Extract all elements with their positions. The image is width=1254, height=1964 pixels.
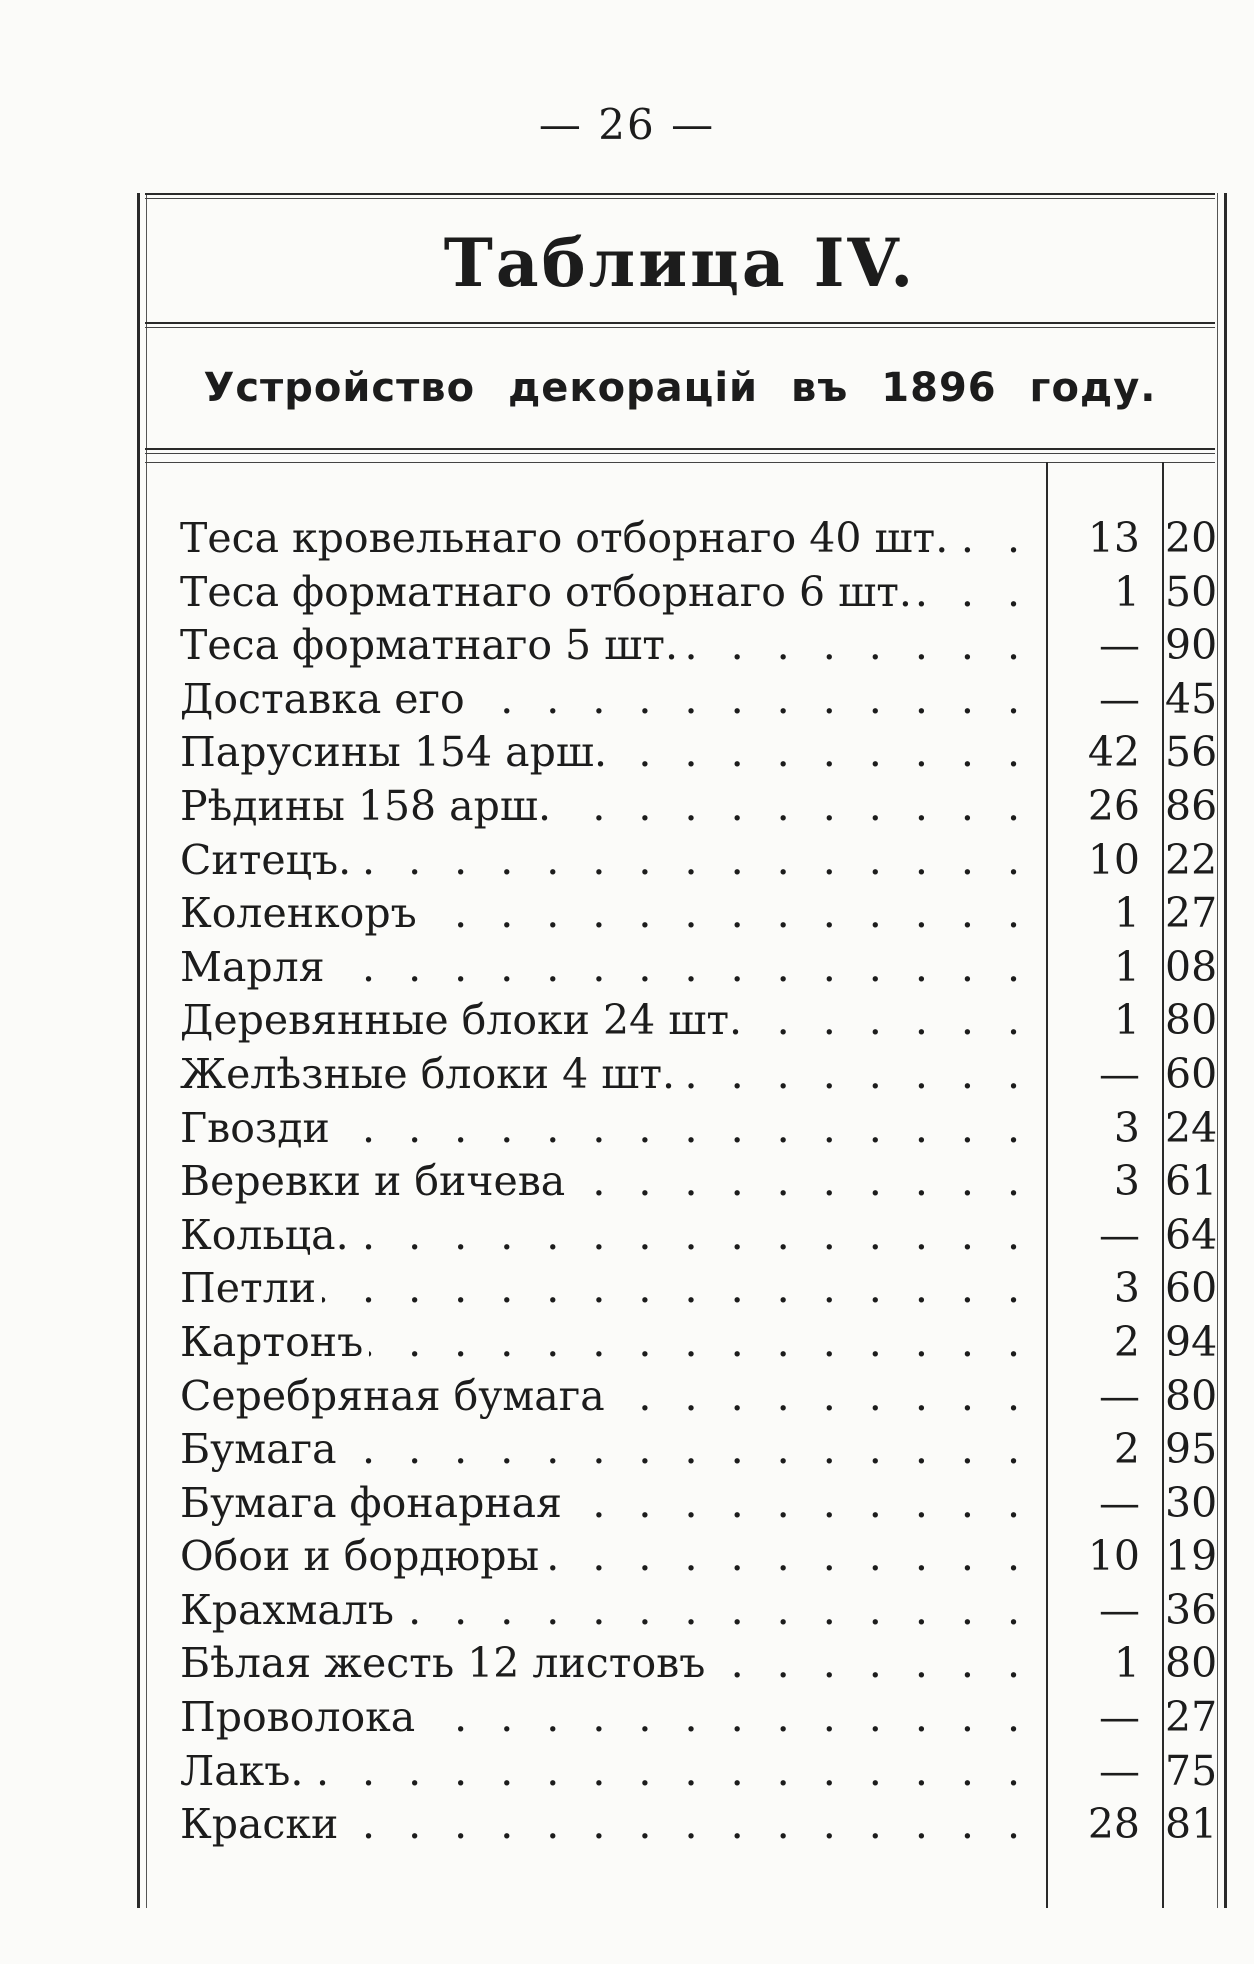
row-kopecks: 90 — [1165, 621, 1218, 670]
row-rubles: — — [1099, 1585, 1140, 1634]
row-label-text: Теса форматнаго 5 шт. — [180, 621, 684, 669]
row-label — [180, 1262, 1030, 1316]
row-label — [180, 1530, 1030, 1584]
row-label — [180, 1048, 1030, 1102]
row-label — [180, 1584, 1030, 1638]
row-kopecks: 50 — [1165, 567, 1218, 616]
table-row — [180, 1316, 1220, 1370]
row-rubles: 1 — [1113, 567, 1140, 616]
row-rubles: 3 — [1113, 1103, 1140, 1152]
row-label — [180, 1423, 1030, 1477]
row-label-text: Кольца. — [180, 1211, 355, 1259]
row-kopecks: 75 — [1165, 1746, 1218, 1795]
row-label — [180, 566, 1030, 620]
row-label-text: Веревки и бичева — [180, 1157, 571, 1205]
row-rubles: 13 — [1087, 514, 1140, 562]
row-label-text: Крахмалъ — [180, 1586, 400, 1634]
table-row — [180, 1745, 1220, 1799]
row-rubles: 3 — [1113, 1157, 1140, 1206]
row-kopecks: 80 — [1165, 1639, 1218, 1688]
table-subtitle: Устройство декорацій въ 1896 году. — [203, 364, 1157, 411]
row-label — [180, 994, 1030, 1048]
table-row — [180, 1798, 1220, 1852]
row-kopecks: 80 — [1165, 1371, 1218, 1420]
row-rubles: 2 — [1113, 1317, 1140, 1366]
row-label — [180, 1102, 1030, 1156]
row-label-text: Бѣлая жесть 12 листовъ — [180, 1639, 711, 1687]
row-label-text: Теса кровельнаго отборнаго 40 шт. — [180, 514, 954, 562]
row-kopecks: 45 — [1165, 674, 1218, 723]
row-label-text: Бумага фонарная — [180, 1479, 568, 1527]
row-kopecks: 30 — [1165, 1478, 1218, 1527]
row-label-text: Картонъ — [180, 1318, 369, 1366]
row-label-text: Проволока — [180, 1693, 421, 1741]
row-label — [180, 673, 1030, 727]
table-top-rule — [145, 193, 1215, 199]
row-rubles: — — [1099, 1693, 1140, 1742]
table-row — [180, 1477, 1220, 1531]
row-label — [180, 1745, 1030, 1799]
row-kopecks: 08 — [1165, 942, 1218, 991]
row-label-text: Теса форматнаго отборнаго 6 шт. — [180, 568, 918, 616]
row-label — [180, 1209, 1030, 1263]
table-row — [180, 619, 1220, 673]
row-label-text: Серебряная бумага — [180, 1372, 611, 1420]
row-rubles: — — [1099, 1371, 1140, 1420]
row-kopecks: 36 — [1165, 1585, 1218, 1634]
row-rubles: 10 — [1087, 835, 1140, 884]
row-label-text: Гвозди — [180, 1104, 336, 1152]
table-row — [180, 1584, 1220, 1638]
table-row — [180, 726, 1220, 780]
row-label — [180, 1637, 1030, 1691]
row-rubles: 3 — [1113, 1264, 1140, 1313]
table-title: Таблица IV. — [443, 223, 917, 302]
row-label-text: Ситецъ. — [180, 836, 357, 884]
row-label — [180, 941, 1030, 995]
row-rubles: 2 — [1113, 1425, 1140, 1474]
row-label-text: Рѣдины 158 арш. — [180, 782, 557, 830]
table-row — [180, 1691, 1220, 1745]
table-row — [180, 566, 1220, 620]
row-label-text: Бумага — [180, 1425, 343, 1473]
table-row — [180, 1102, 1220, 1156]
row-kopecks: 19 — [1165, 1532, 1218, 1581]
table-row — [180, 1262, 1220, 1316]
row-rubles: 1 — [1113, 996, 1140, 1045]
row-rubles: — — [1099, 1049, 1140, 1098]
table-row — [180, 1530, 1220, 1584]
table-row — [180, 994, 1220, 1048]
row-rubles: 28 — [1087, 1800, 1140, 1849]
row-label-text: Деревянные блоки 24 шт. — [180, 996, 748, 1044]
row-rubles: 42 — [1087, 728, 1140, 777]
row-rubles: — — [1099, 674, 1140, 723]
row-kopecks: 80 — [1165, 996, 1218, 1045]
row-rubles: — — [1099, 621, 1140, 670]
row-kopecks: 64 — [1165, 1210, 1218, 1259]
title-rule — [145, 322, 1215, 328]
row-label-text: Лакъ. — [180, 1747, 309, 1795]
row-label-text: Обои и бордюры — [180, 1532, 545, 1580]
row-label — [180, 619, 1030, 673]
table-row — [180, 887, 1220, 941]
row-label — [180, 1477, 1030, 1531]
expense-list — [180, 512, 1220, 1852]
row-label-text: Краски — [180, 1800, 344, 1848]
table-row — [180, 1423, 1220, 1477]
row-kopecks: 86 — [1165, 781, 1218, 830]
table-row — [180, 780, 1220, 834]
row-label-text: Парусины 154 арш. — [180, 728, 613, 776]
row-label-text: Коленкоръ — [180, 889, 423, 937]
row-label — [180, 1370, 1030, 1424]
row-rubles: — — [1099, 1478, 1140, 1527]
row-label — [180, 1316, 1030, 1370]
table-row — [180, 1637, 1220, 1691]
row-label — [180, 512, 1030, 566]
subtitle-rule — [145, 448, 1215, 454]
row-label-text: Желѣзные блоки 4 шт. — [180, 1050, 681, 1098]
row-kopecks: 22 — [1165, 835, 1218, 884]
table-row — [180, 512, 1220, 566]
row-kopecks: 94 — [1165, 1317, 1218, 1366]
row-rubles: — — [1099, 1210, 1140, 1259]
page-number: — 26 — — [538, 100, 716, 149]
table-row — [180, 1209, 1220, 1263]
row-label — [180, 834, 1030, 888]
row-kopecks: 56 — [1165, 728, 1218, 777]
header-rule — [145, 462, 1215, 463]
row-label-text: Марля — [180, 943, 331, 991]
row-label — [180, 1798, 1030, 1852]
table-row — [180, 1370, 1220, 1424]
row-rubles: 10 — [1087, 1532, 1140, 1581]
row-kopecks: 60 — [1165, 1049, 1218, 1098]
row-kopecks: 95 — [1165, 1425, 1218, 1474]
row-kopecks: 27 — [1165, 889, 1218, 938]
row-label — [180, 1155, 1030, 1209]
row-kopecks: 81 — [1165, 1800, 1218, 1849]
table-row — [180, 941, 1220, 995]
row-kopecks: 20 — [1165, 514, 1218, 562]
row-kopecks: 60 — [1165, 1264, 1218, 1313]
row-rubles: 1 — [1113, 1639, 1140, 1688]
row-label — [180, 780, 1030, 834]
table-row — [180, 834, 1220, 888]
table-row — [180, 1155, 1220, 1209]
row-rubles: — — [1099, 1746, 1140, 1795]
row-label — [180, 1691, 1030, 1745]
row-label-text: Петли — [180, 1264, 322, 1312]
row-label — [180, 726, 1030, 780]
row-rubles: 1 — [1113, 942, 1140, 991]
row-kopecks: 61 — [1165, 1157, 1218, 1206]
table-row — [180, 1048, 1220, 1102]
row-label — [180, 887, 1030, 941]
table-row — [180, 673, 1220, 727]
row-rubles: 26 — [1087, 781, 1140, 830]
row-rubles: 1 — [1113, 889, 1140, 938]
row-label-text: Доставка его — [180, 675, 471, 723]
row-kopecks: 27 — [1165, 1693, 1218, 1742]
row-kopecks: 24 — [1165, 1103, 1218, 1152]
